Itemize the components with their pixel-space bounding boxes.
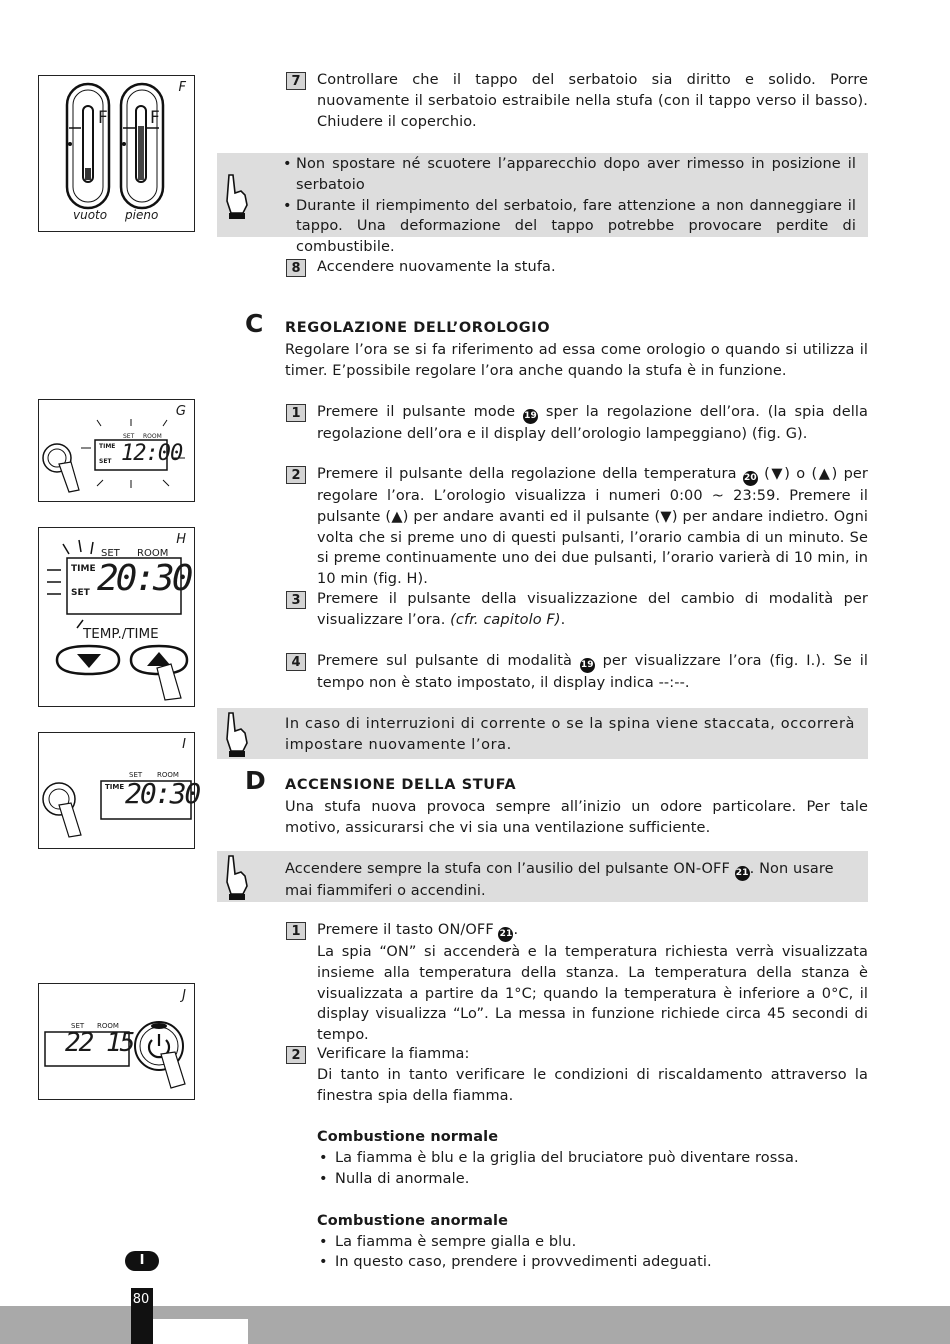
step-number: 4 [286,653,306,671]
section-letter: D [245,766,266,795]
step-text-part: sper la regolazione dell’ora. (la spia della regolazione dell’ora e il display dell’orologio lampeggiano) (fig. G). [317,404,868,442]
temp-time-label: TEMP./TIME [83,626,159,642]
page-number-box [131,1288,153,1344]
label-full: pieno [125,208,159,222]
section-letter: C [245,309,264,338]
step-text-part: . [560,611,566,628]
lcd-time: TIME [99,443,116,450]
step-text-part: Premere il pulsante della visualizzazione del cambio di modalità per visualizzare l’ora. [317,591,868,628]
step-number: 1 [286,922,306,940]
step-text-part: Premere il tasto ON/OFF [317,922,499,938]
pointing-hand-icon [223,709,251,759]
warning-text [285,859,855,902]
figure-label: G [175,404,186,419]
subheading-normal: Combustione normale [317,1129,499,1146]
step-text-body: Di tanto in tanto verificare le condizioni di riscaldamento attraverso la finestra spia della fiamma. [317,1066,868,1104]
warning-note [217,851,868,902]
ref-number-badge: 19 [580,658,595,673]
section-intro: Una stufa nuova provoca sempre all’inizio un odore particolare. Per tale motivo, assicurarsi che vi sia una ventilazione sufficiente. [285,799,868,836]
warning-text-part: . Non usare mai fiammiferi o accendini. [285,861,834,899]
page-number: 80 [132,1292,150,1307]
lcd-clock-digits: 20:30 [97,558,191,599]
list-item: • Nulla di anormale. [317,1169,868,1190]
lcd-clock-digits: 20:30 [125,777,200,810]
lcd-temperature-digits: 22 15 [65,1028,134,1058]
lcd-clock-digits: 12:00 [121,441,183,466]
figure-label: I [182,737,186,752]
ref-number-badge: 19 [523,409,538,424]
lcd-set-indicator: SET [71,588,90,598]
warning-item: • Non spostare né scuotere l’apparecchio dopo aver rimesso in posizione il serbatoio [281,154,856,196]
section-title: ACCENSIONE DELLA STUFA [285,777,517,793]
warning-text-part: Accendere sempre la stufa con l’ausilio del pulsante ON-OFF [285,861,735,877]
step-number: 8 [286,259,306,277]
step-text [317,464,868,590]
lcd-set: SET [129,771,143,779]
step-number: 3 [286,591,306,609]
ref-number-badge: 21 [735,866,750,881]
step-number: 2 [286,466,306,484]
lcd-room: ROOM [97,1022,119,1030]
figure-f [38,75,195,232]
step-text: Accendere nuovamente la stufa. [317,259,556,275]
step-text-part: per visualizzare l’ora (fig. I.). Se il tempo non è stato impostato, il display indica --:--. [317,653,868,691]
step-text-reference: (cfr. capitolo F) [450,611,561,628]
step-text-lead: Verificare la fiamma: [317,1046,470,1062]
pointing-hand-icon [223,852,251,902]
step-number: 1 [286,404,306,422]
lcd-set-indicator: SET [99,458,112,465]
gauge-letter-full: F [150,108,160,128]
step-text: Controllare che il tappo del serbatoio sia diritto e solido. Porre nuovamente il serbatoio estraibile nella stufa (con il tappo verso il basso). Chiudere il coperchio. [317,72,868,130]
normal-list [317,1148,868,1190]
figure-label: F [178,80,186,95]
figure-j [38,983,195,1100]
language-code: I [139,1253,145,1268]
warning-text: In caso di interruzioni di corrente o se la spina viene staccata, occorrerà impostare nuovamente l’ora. [285,716,855,753]
step-text [317,651,868,694]
pointing-hand-icon [223,171,251,221]
ref-number-badge: 20 [743,471,758,486]
lcd-set: SET [71,1022,85,1030]
list-item: • La fiamma è sempre gialla e blu. [317,1232,868,1253]
step-text-part: (▼) o (▲) per regolare l’ora. L’orologio visualizza i numeri 0:00 ~ 23:59. Premere il pulsante (▲) per andare avanti ed il pulsante (▼) per andare indietro. Ogni volta che si preme uno di questi pulsanti, l’orario cambia di un minuto. Se si preme continuamente uno dei due pulsanti, l’orario varierà di 10 min, in 10 min (fig. H). [317,466,868,588]
step-text-part: Premere il pulsante mode [317,404,524,420]
lcd-time: TIME [105,783,125,791]
step-number: 2 [286,1046,306,1064]
step-text-lead [317,920,868,942]
figure-label: J [182,988,186,1003]
figure-g [38,399,195,502]
step-text [317,589,868,631]
figure-h [38,527,195,707]
list-item: • In questo caso, prendere i provvedimenti adeguati. [317,1252,868,1273]
step-text-body: La spia “ON” si accenderà e la temperatura richiesta verrà visualizzata insieme alla temperatura della stanza. La temperatura della stanza è visualizzata a partire da 1°C; quando la temperatura è inferiore a 0°C, il display visualizza “Lo”. La messa in funzione richiede circa 45 secondi di tempo. [317,944,868,1044]
section-title: REGOLAZIONE DELL’OROLOGIO [285,320,551,336]
ref-number-badge: 21 [498,927,513,942]
warning-note [217,708,868,759]
lcd-set: SET [123,433,135,440]
warning-note [217,153,868,256]
step-text-part: . [513,922,519,938]
lcd-room: ROOM [143,433,162,440]
warning-list [281,154,856,258]
gauge-letter-empty: F [98,108,108,128]
language-badge [125,1251,159,1271]
section-intro: Regolare l’ora se si fa riferimento ad essa come orologio o quando si utilizza il timer. E’possibile regolare l’ora anche quando la stufa è in funzione. [285,342,868,379]
step-number: 7 [286,72,306,90]
label-empty: vuoto [73,208,108,222]
list-item: • La fiamma è blu e la griglia del bruciatore può diventare rossa. [317,1148,868,1169]
footer-white-tab [153,1319,248,1344]
figure-label: H [176,532,186,547]
lcd-time: TIME [71,564,96,574]
lcd-set: SET [101,548,120,559]
step-text [317,920,868,1046]
subheading-abnormal: Combustione anormale [317,1212,509,1229]
lcd-room: ROOM [137,548,169,559]
step-text-part: Premere sul pulsante di modalità [317,653,580,669]
step-text [317,402,868,445]
lcd-room: ROOM [157,771,179,779]
step-text-part: Premere il pulsante della regolazione della temperatura [317,466,743,482]
warning-item: • Durante il riempimento del serbatoio, fare attenzione a non danneggiare il tappo. Una deformazione del tappo potrebbe provocare perdite di combustibile. [281,196,856,258]
abnormal-list [317,1232,868,1274]
step-text [317,1044,868,1273]
tank-gauge-illustration [39,76,196,233]
figure-i [38,732,200,849]
